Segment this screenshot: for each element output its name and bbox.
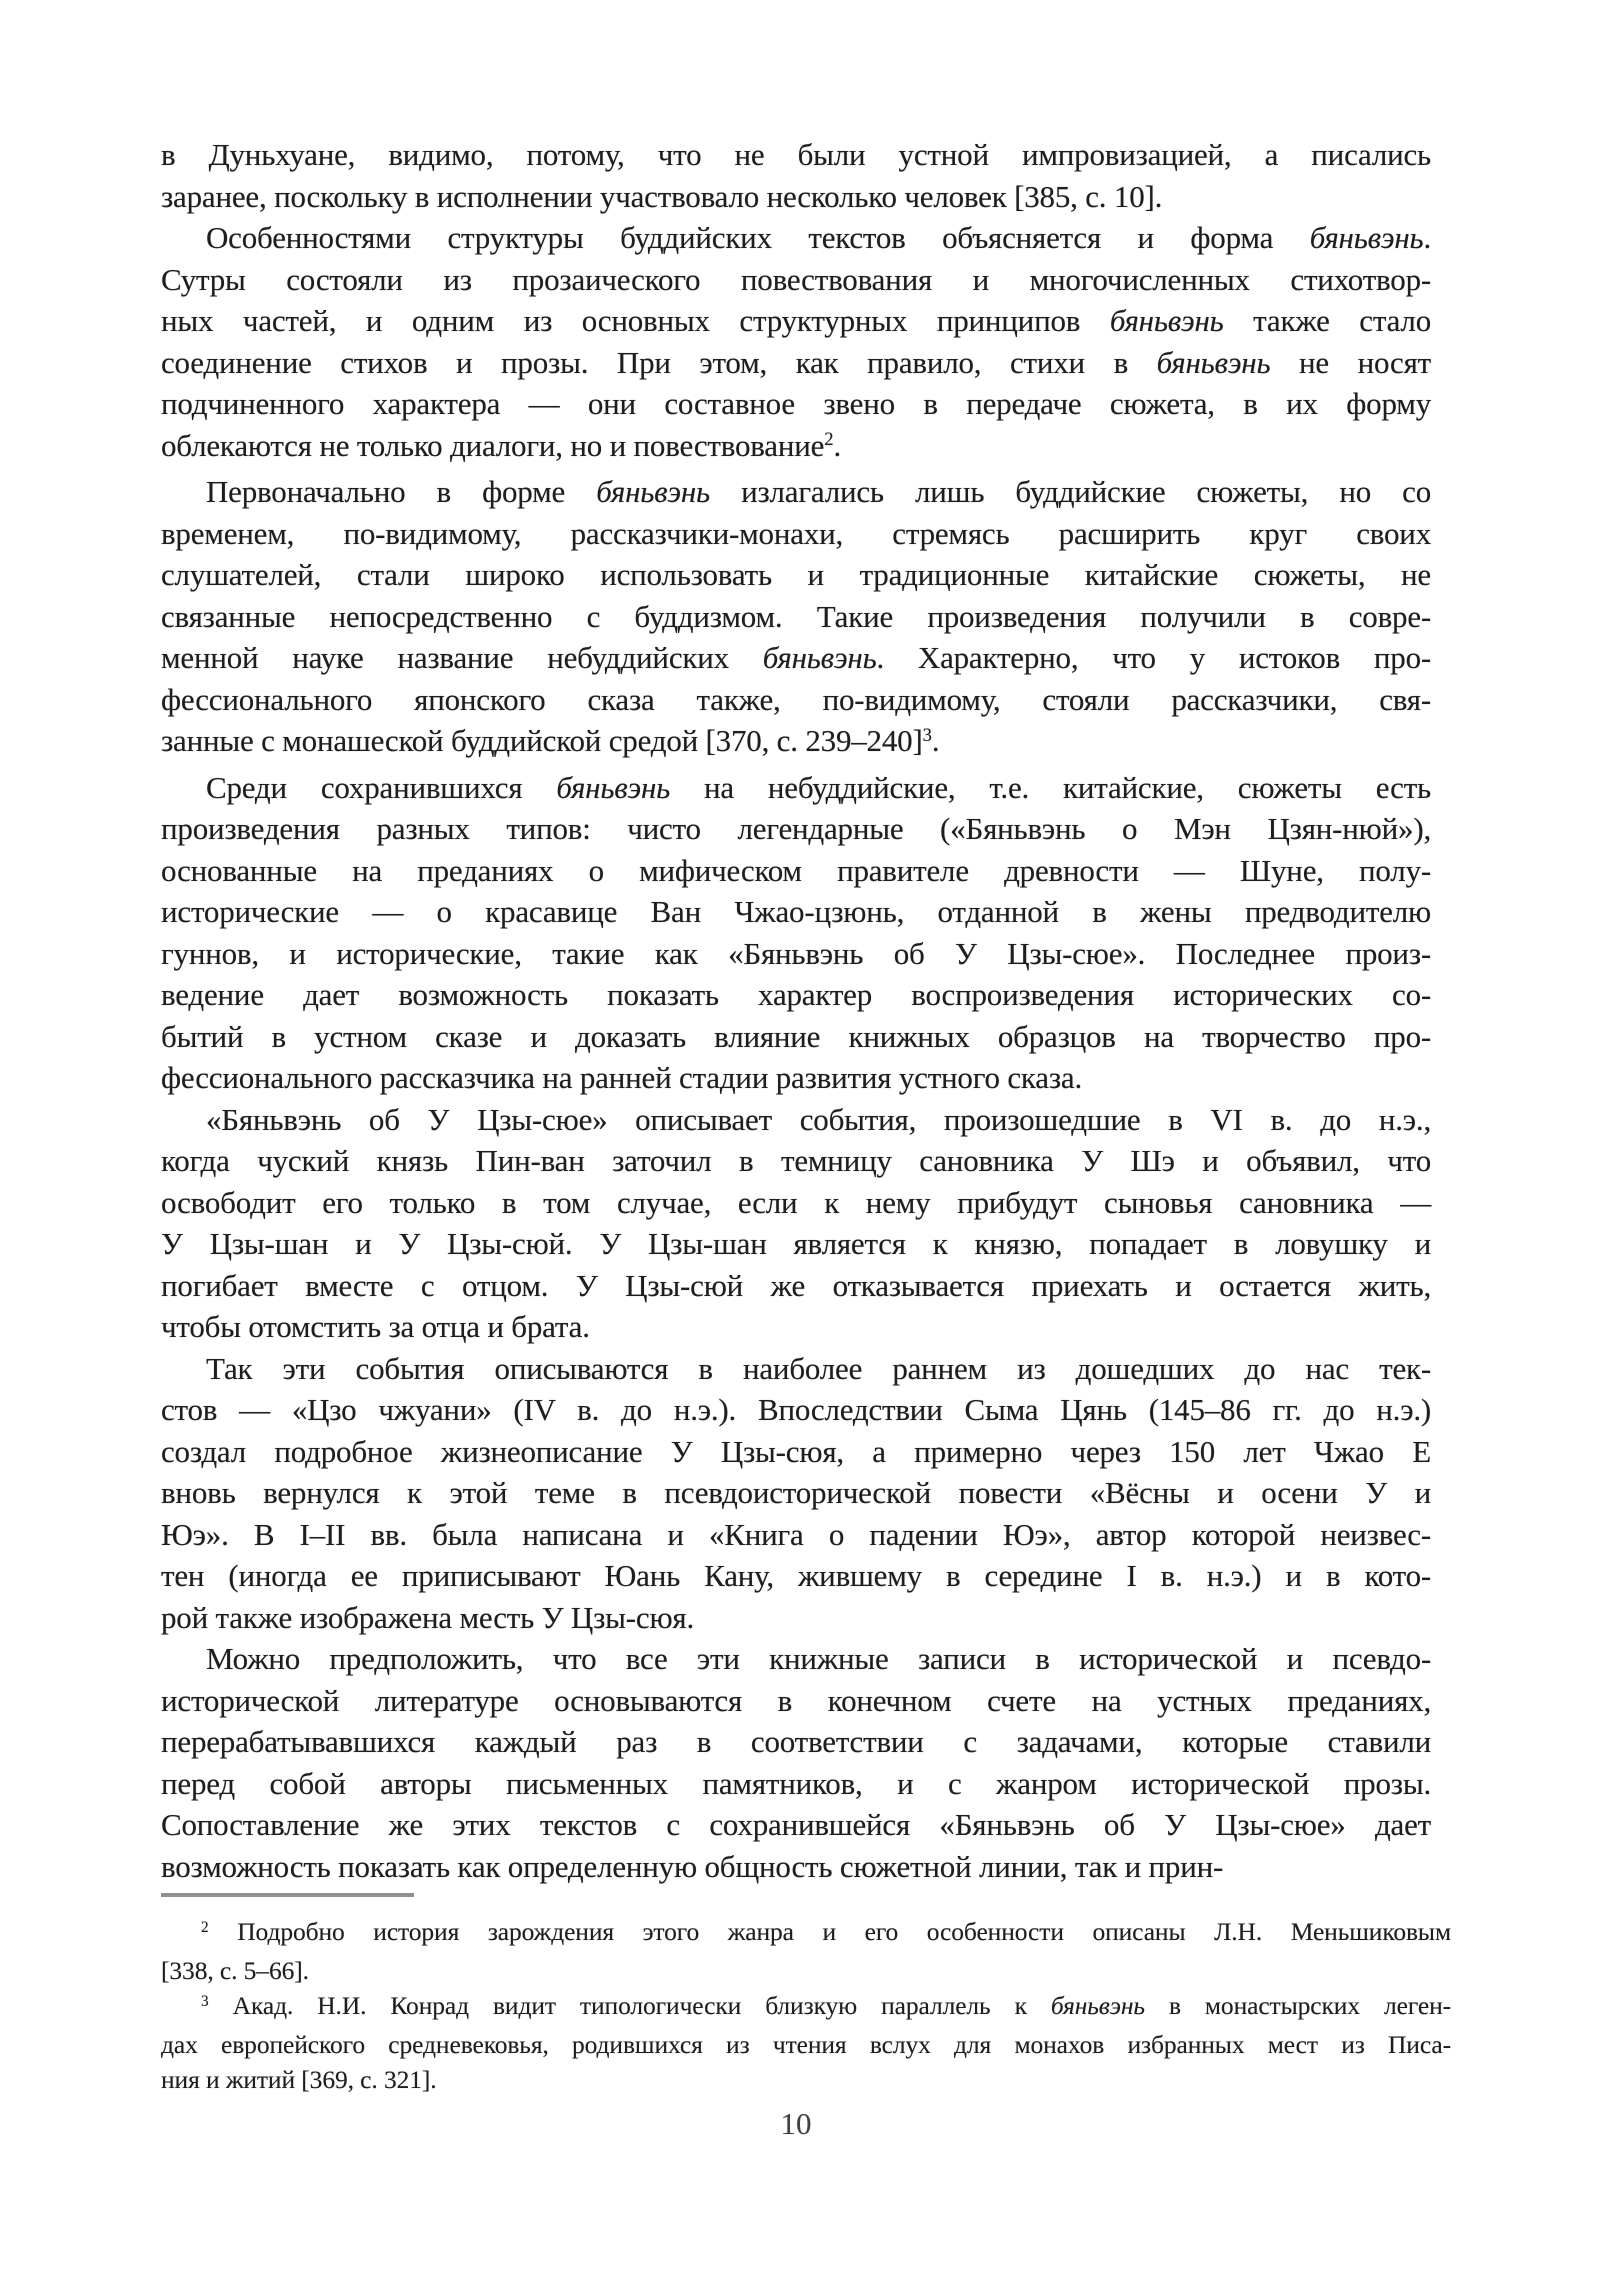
text-run: временем, по-видимому, рассказчики-монахи, стремясь расширить круг своих	[161, 515, 1431, 551]
text-line	[161, 342, 1431, 384]
page-body	[161, 134, 1431, 1887]
text-run: исторические — о красавице Ван Чжао-цзюнь, отданной в жены предводителю	[161, 894, 1431, 929]
text-line	[161, 974, 1431, 1016]
text-run: .	[833, 427, 842, 463]
text-run: излагались лишь буддийские сюжеты, но со	[709, 474, 1432, 509]
text-run: фессионального рассказчика на ранней стадии развития устного сказа.	[161, 1060, 1082, 1095]
text-run: связанные непосредственно с буддизмом. Такие произведения получили в совре-	[161, 598, 1431, 634]
text-run: облекаются не только диалоги, но и повествование	[161, 427, 825, 463]
text-line	[161, 471, 1431, 513]
text-run: .	[931, 723, 940, 758]
text-line	[161, 1057, 1431, 1099]
italic-term: бяньвэнь	[596, 474, 710, 509]
text-line	[161, 259, 1431, 301]
text-line	[161, 1514, 1431, 1556]
text-run: рой также изображена месть У Цзы-сюя.	[161, 1599, 695, 1635]
text-run: вновь вернулся к этой теме в псевдоисторической повести «Вёсны и осени У и	[161, 1475, 1431, 1510]
text-line	[161, 2062, 1451, 2097]
text-run: бытий в устном сказе и доказать влияние книжных образцов на творчество про-	[161, 1018, 1431, 1054]
footnote-separator	[161, 1893, 414, 1897]
italic-term: бяньвэнь	[1109, 303, 1224, 338]
text-line	[161, 1265, 1431, 1307]
text-line	[161, 1099, 1431, 1141]
text-run: . Характерно, что у истоков про-	[876, 640, 1431, 675]
text-run: ных частей, и одним из основных структурных принципов	[161, 303, 1110, 338]
text-line	[161, 2027, 1451, 2062]
text-run: исторической литературе основываются в конечном счете на устных преданиях,	[161, 1682, 1431, 1718]
text-line	[161, 1988, 1451, 2027]
footnote-marker: 2	[201, 1918, 209, 1936]
text-run: ведение дает возможность показать характер воспроизведения исторических со-	[161, 977, 1431, 1012]
paragraph	[161, 1099, 1431, 1348]
text-line	[161, 767, 1431, 809]
text-run: перед собой авторы письменных памятников, и с жанром исторической прозы.	[161, 1765, 1431, 1801]
text-run: фессионального японского сказа также, по-видимому, стояли рассказчики, свя-	[161, 681, 1431, 717]
text-line	[161, 1721, 1431, 1763]
text-line	[161, 1472, 1431, 1514]
text-run: менной науке название небуддийских	[161, 640, 763, 675]
text-run: дах европейского средневековья, родившихся из чтения вслух для монахов избранных мест из Писа-	[161, 2030, 1451, 2059]
text-run: стов — «Цзо чжуани» (IV в. до н.э.). Впоследствии Сыма Цянь (145–86 гг. до н.э.)	[161, 1392, 1431, 1427]
paragraph	[161, 471, 1431, 767]
text-run: занные с монашеской буддийской средой [370, с. 239–240]	[161, 723, 923, 758]
text-line	[161, 1680, 1431, 1722]
text-run: также стало	[1223, 303, 1431, 338]
text-run: соединение стихов и прозы. При этом, как правило, стихи в	[161, 344, 1157, 380]
page-number: 10	[780, 2106, 812, 2141]
text-run: возможность показать как определенную общность сюжетной линии, так и прин-	[161, 1848, 1224, 1884]
text-line	[161, 1431, 1431, 1473]
text-line	[161, 850, 1431, 892]
text-run: ния и житий [369, с. 321].	[161, 2065, 437, 2094]
text-line	[161, 1348, 1431, 1390]
text-line	[161, 1914, 1451, 1953]
text-run: Подробно история зарождения этого жанра и его особенности описаны Л.Н. Меньшиковым	[208, 1917, 1451, 1946]
text-line	[161, 554, 1431, 596]
text-run: чтобы отомстить за отца и брата.	[161, 1309, 590, 1344]
text-run: перерабатывавшихся каждый раз в соответствии с задачами, которые ставили	[161, 1724, 1431, 1759]
text-run: основанные на преданиях о мифическом правителе древности — Шуне, полу-	[161, 852, 1431, 888]
text-run: слушателей, стали широко использовать и традиционные китайские сюжеты, не	[161, 557, 1431, 592]
text-line	[161, 383, 1431, 425]
paragraph	[161, 217, 1431, 471]
text-line	[161, 300, 1431, 342]
text-line	[161, 1846, 1431, 1888]
text-run: Среди сохранившихся	[206, 769, 557, 805]
text-run: не носят	[1270, 344, 1431, 380]
text-line	[161, 176, 1431, 218]
italic-term: бяньвэнь	[1309, 220, 1424, 255]
text-run: в Дуньхуане, видимо, потому, что не были устной импровизацией, а писались	[161, 137, 1431, 172]
text-line	[161, 1763, 1431, 1805]
text-line	[161, 1306, 1431, 1348]
footnotes	[161, 1914, 1451, 2097]
footnote-marker: 3	[922, 724, 932, 746]
text-run: Так эти события описываются в наиболее раннем из дошедших до нас тек-	[206, 1350, 1431, 1386]
text-line	[161, 1638, 1431, 1680]
text-line	[161, 933, 1431, 975]
text-line	[161, 808, 1431, 850]
text-run: подчиненного характера — они составное звено в передаче сюжета, в их форму	[161, 386, 1431, 421]
text-run: Первоначально в форме	[206, 474, 597, 509]
text-run: создал подробное жизнеописание У Цзы-сюя, а примерно через 150 лет Чжао Е	[161, 1433, 1431, 1469]
text-line	[161, 891, 1431, 933]
text-run: в монастырских леген-	[1144, 1991, 1452, 2020]
text-line	[161, 1804, 1431, 1846]
paragraph	[161, 1348, 1431, 1639]
text-line	[161, 1016, 1431, 1058]
text-line	[161, 1597, 1431, 1639]
text-line	[161, 1555, 1431, 1597]
footnote-marker: 2	[824, 429, 834, 451]
text-line	[161, 1389, 1431, 1431]
italic-term: бяньвэнь	[1050, 1991, 1145, 2020]
text-line	[161, 720, 1431, 767]
text-run: Сутры состояли из прозаического повествования и многочисленных стихотвор-	[161, 261, 1431, 297]
text-run: «Бяньвэнь об У Цзы-сюе» описывает события, произошедшие в VI в. до н.э.,	[206, 1101, 1431, 1137]
text-line	[161, 425, 1431, 472]
paragraph	[161, 767, 1431, 1099]
footnote	[161, 1988, 1451, 2097]
text-line	[161, 134, 1431, 176]
text-run: Особенностями структуры буддийских текстов объясняется и форма	[206, 220, 1310, 255]
text-run: Юэ». В I–II вв. была написана и «Книга о падении Юэ», автор которой неизвес-	[161, 1516, 1431, 1552]
text-line	[161, 513, 1431, 555]
text-run: освободит его только в том случае, если к нему прибудут сыновья сановника —	[161, 1184, 1431, 1220]
text-line	[161, 679, 1431, 721]
text-line	[161, 1953, 1451, 1988]
italic-term: бяньвэнь	[762, 640, 877, 675]
text-run: погибает вместе с отцом. У Цзы-сюй же отказывается приехать и остается жить,	[161, 1267, 1431, 1303]
text-run: тен (иногда ее приписывают Юань Кану, жившему в середине I в. н.э.) и в кото-	[161, 1558, 1431, 1593]
paragraph	[161, 134, 1431, 217]
text-line	[161, 1140, 1431, 1182]
text-run: .	[1423, 220, 1431, 255]
footnote	[161, 1914, 1451, 1988]
text-run: гуннов, и исторические, такие как «Бяньвэнь об У Цзы-сюе». Последнее произ-	[161, 935, 1431, 971]
text-run: Акад. Н.И. Конрад видит типологически близкую параллель к	[208, 1991, 1051, 2020]
text-run: У Цзы-шан и У Цзы-сюй. У Цзы-шан является к князю, попадает в ловушку и	[161, 1226, 1431, 1261]
italic-term: бяньвэнь	[1156, 344, 1271, 380]
text-line	[161, 1182, 1431, 1224]
italic-term: бяньвэнь	[556, 769, 671, 805]
footnote-marker: 3	[201, 1992, 209, 2010]
text-line	[161, 217, 1431, 259]
text-run: на небуддийские, т.е. китайские, сюжеты есть	[670, 769, 1431, 805]
text-line	[161, 637, 1431, 679]
text-run: произведения разных типов: чисто легендарные («Бяньвэнь о Мэн Цзян-нюй»),	[161, 811, 1431, 846]
text-line	[161, 596, 1431, 638]
text-run: заранее, поскольку в исполнении участвовало несколько человек [385, с. 10].	[161, 178, 1163, 214]
paragraph	[161, 1638, 1431, 1887]
text-run: Сопоставление же этих текстов с сохранившейся «Бяньвэнь об У Цзы-сюе» дает	[161, 1807, 1431, 1842]
text-run: Можно предположить, что все эти книжные записи в исторической и псевдо-	[206, 1641, 1431, 1676]
text-run: [338, с. 5–66].	[161, 1956, 309, 1985]
text-run: когда чуский князь Пин-ван заточил в темницу сановника У Шэ и объявил, что	[161, 1143, 1431, 1178]
text-line	[161, 1223, 1431, 1265]
